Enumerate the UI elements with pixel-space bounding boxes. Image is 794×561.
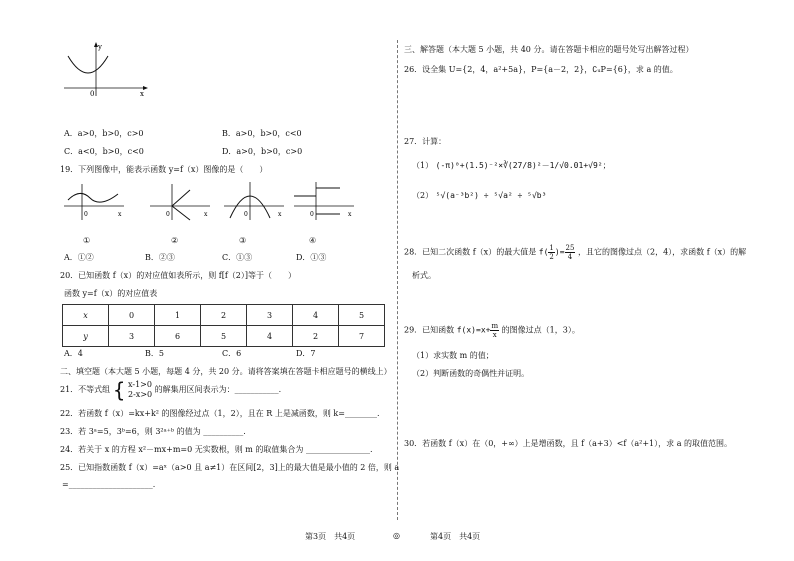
q21-suffix: 的解集用区间表示为：___________.: [154, 385, 282, 394]
q28-value-den: 4: [567, 253, 573, 261]
q22-text: 22．若函数 f（x）=kx+k² 的图像经过点（1，2），且在 R 上是减函数，则 k=________.: [60, 409, 380, 418]
q19-g2-origin: 0: [166, 211, 170, 218]
q19-g1-x: x: [118, 211, 122, 218]
q19-g4-x: x: [348, 211, 352, 218]
table-cell: 2: [293, 326, 339, 347]
q19-text: 19．下列图像中，能表示函数 y=f（x）图像的是（ ）: [60, 165, 268, 174]
table-cell: 4: [247, 326, 293, 347]
q18-parabola-graph: [60, 40, 150, 98]
footer-center-mark: ◎: [393, 531, 400, 540]
q25-answer-line: =_____________________.: [62, 480, 156, 489]
table-cell: 3: [247, 305, 293, 326]
q19-graph-label-3: ③: [239, 236, 247, 245]
table-cell: 2: [201, 305, 247, 326]
q28-line-2: 析式。: [412, 271, 436, 280]
footer-left-page-number: 第3页 共4页: [305, 532, 356, 541]
table-cell: x: [63, 305, 109, 326]
q19-option-d: D．①③: [296, 253, 327, 262]
q21-ineq-1: x-1>0: [128, 380, 152, 389]
table-cell: 6: [155, 326, 201, 347]
q27-text: 27．计算：: [404, 137, 447, 146]
q27-part-2-label: （2）: [412, 191, 434, 200]
table-cell: 3: [109, 326, 155, 347]
q20-option-a: A．4: [64, 349, 83, 358]
table-cell: 5: [339, 305, 385, 326]
q19-option-c: C．①③: [222, 253, 253, 262]
q19-g1-origin: 0: [84, 211, 88, 218]
table-cell: 1: [155, 305, 201, 326]
q27-part-1: [412, 160, 611, 171]
q18-option-b: B．a>0，b>0，c<0: [222, 129, 302, 138]
q29-expression: f(x)=x+: [456, 325, 491, 335]
q29-prefix: 29．已知函数: [404, 325, 455, 335]
q20-option-c: C．6: [222, 349, 242, 358]
q19-graph-2: [146, 180, 226, 224]
q18-option-a: A．a>0，b>0，c>0: [64, 129, 144, 138]
q19-g2-x: x: [204, 211, 208, 218]
section-3-heading: 三、解答题（本大题 5 小题，共 40 分。请在答题卡相应的题号处写出解答过程）: [404, 45, 694, 54]
page-divider: [397, 40, 398, 520]
q28-value-fraction: [565, 244, 576, 261]
q19-graph-3: [220, 180, 300, 224]
table-cell: 0: [109, 305, 155, 326]
q27-part-2: [412, 190, 546, 201]
q28-f: f: [538, 247, 544, 257]
q28: 28．已知二次函数 f（x）的最大值是 f( $\frac{1}{2}$ )= $\frac{25}{4}$ ，且它的图像过点（2，4），求函数 f（x）的解: [404, 244, 747, 261]
q29-fraction: [490, 322, 499, 339]
q20-option-d: D．7: [296, 349, 316, 358]
q28-value-num: 25: [565, 244, 575, 252]
q19-g3-x: x: [278, 211, 282, 218]
q28-arg-num: 1: [549, 244, 554, 252]
footer-right-page-number: 第4页 共4页: [430, 532, 481, 541]
q21: [60, 380, 281, 402]
q29-part-2: （2）判断函数的奇偶性并证明。: [412, 369, 530, 378]
q27-part-2-expression: ⁵√(a⁻³b²) ÷ ⁵√a² ÷ ⁵√b³: [435, 191, 547, 200]
q19-option-b: B．②③: [145, 253, 175, 262]
q25-text: 25．已知指数函数 f（x）=aˣ（a>0 且 a≠1）在区间[2，3]上的最大值是最小值的 2 倍，则 a: [60, 463, 400, 472]
q29-suffix: 的图像过点（1，3）。: [501, 325, 580, 335]
q26-text: 26．设全集 U={2，4，a²+5a}，P={a－2，2}，∁ᵤP={6}，求 a 的值。: [404, 65, 678, 74]
q30-text: 30．若函数 f（x）在（0，+∞）上是增函数，且 f（a+3）<f（a²+1），求 a 的取值范围。: [404, 439, 733, 448]
table-cell: 4: [293, 305, 339, 326]
section-2-heading: 二、填空题（本大题 5 小题，每题 4 分，共 20 分。请将答案填在答题卡相应题号的横线上）: [60, 367, 392, 376]
q19-option-a: A．①②: [64, 253, 94, 262]
table-cell: 7: [339, 326, 385, 347]
q23-text: 23．若 3ᵃ=5，3ᵇ=6，则 3²ᵃ⁺ᵇ 的值为 __________.: [60, 427, 246, 436]
q18-x-label: x: [140, 90, 144, 98]
q19-graph-label-2: ②: [171, 236, 179, 245]
q27-part-1-expression: (-π)⁰+(1.5)⁻²×∛(27/8)²－1/√0.01+√9²；: [435, 161, 611, 170]
q21-brace: {: [112, 378, 126, 402]
q20-value-table: [62, 304, 385, 347]
table-row: [63, 326, 385, 347]
table-cell: y: [63, 326, 109, 347]
q21-ineq-2: 2-x>0: [128, 390, 153, 399]
q29: [404, 322, 580, 339]
q21-system: [128, 380, 152, 400]
q19-graph-label-1: ①: [83, 236, 91, 245]
table-row: [63, 305, 385, 326]
table-cell: 5: [201, 326, 247, 347]
q20-table-caption: 函数 y=f（x）的对应值表: [64, 289, 158, 298]
q19-graph-4: [290, 180, 370, 224]
q28-arg-den: 2: [549, 253, 554, 261]
q18-option-d: D．a>0，b>0，c>0: [222, 147, 303, 156]
q20-option-b: B．5: [145, 349, 164, 358]
q27-part-1-label: （1）: [412, 161, 434, 170]
q19-g3-origin: 0: [244, 211, 248, 218]
q28-suffix: ，且它的图像过点（2，4），求函数 f（x）的解: [577, 247, 747, 257]
q29-frac-den: x: [492, 331, 497, 339]
q18-y-label: y: [98, 43, 102, 51]
q21-prefix: 21．不等式组: [60, 385, 111, 394]
q29-frac-num: m: [491, 322, 499, 330]
q18-origin-label: 0: [90, 90, 95, 98]
q18-option-c: C．a<0，b>0，c<0: [64, 147, 144, 156]
q20-text: 20．已知函数 f（x）的对应值如表所示，则 f[f（2）]等于（ ）: [60, 271, 296, 280]
q19-g4-origin: 0: [310, 211, 314, 218]
q28-prefix: 28．已知二次函数 f（x）的最大值是: [404, 247, 537, 257]
q19-graph-label-4: ④: [309, 236, 317, 245]
q24-text: 24．若关于 x 的方程 x²－mx+m=0 无实数根，则 m 的取值集合为 ________________.: [60, 445, 373, 454]
q19-graph-1: [60, 180, 140, 224]
q29-part-1: （1）求实数 m 的值；: [412, 351, 494, 360]
